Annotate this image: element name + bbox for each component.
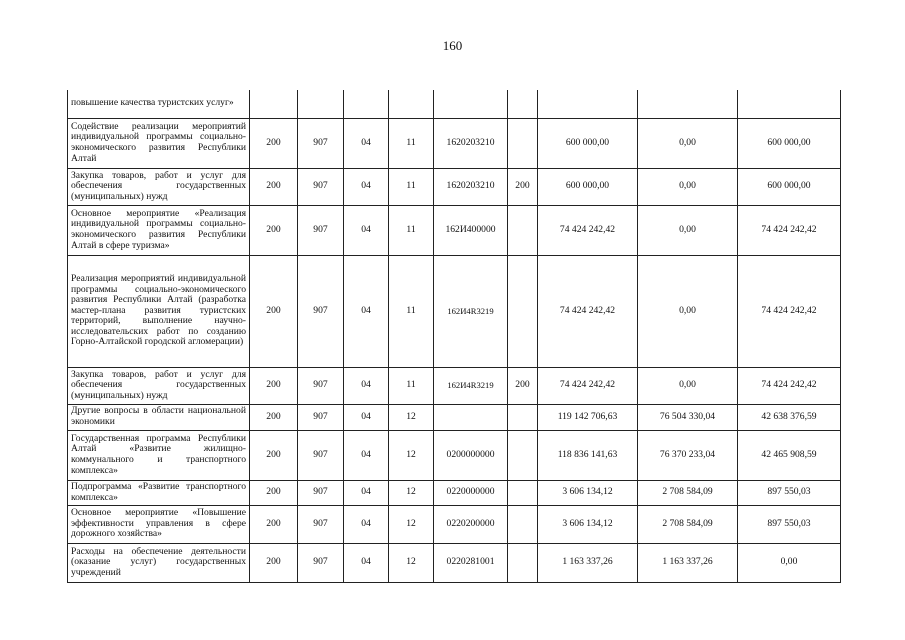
code-subsection-cell: 11 — [389, 168, 434, 205]
amount-republic-cell: 0,00 — [738, 543, 841, 582]
code-section-cell: 04 — [344, 255, 389, 367]
amount-federal-cell: 0,00 — [638, 168, 738, 205]
amount-federal-cell: 0,00 — [638, 205, 738, 255]
code-target-cell: 162И4R3219 — [434, 367, 508, 404]
row-name-cell: Реализация мероприятий индивидуальной программы социально-экономического развития Республики Алтай (разработка мастер-плана развития туристских территорий, выполнение научно-исследовательских работ по созданию Горно-Алтайской городской агломерации) — [68, 255, 250, 367]
amount-total-cell: 600 000,00 — [538, 118, 638, 168]
code-target-cell: 0220000000 — [434, 480, 508, 505]
amount-total-cell: 74 424 242,42 — [538, 367, 638, 404]
amount-total-cell: 74 424 242,42 — [538, 255, 638, 367]
row-name-cell: Основное мероприятие «Повышение эффективности управления в сфере дорожного хозяйства» — [68, 505, 250, 543]
page-number: 160 — [442, 38, 463, 53]
code-admin-cell: 200 — [250, 367, 298, 404]
code-admin-cell: 200 — [250, 255, 298, 367]
code-ministry-cell: 907 — [298, 505, 344, 543]
amount-total-cell: 3 606 134,12 — [538, 505, 638, 543]
row-name-cell: повышение качества туристских услуг» — [68, 90, 250, 118]
code-target-cell — [434, 404, 508, 430]
amount-total-cell — [538, 90, 638, 118]
row-name-cell: Закупка товаров, работ и услуг для обеспечения государственных (муниципальных) нужд — [68, 367, 250, 404]
amount-republic-cell: 600 000,00 — [738, 168, 841, 205]
budget-table — [67, 90, 841, 583]
table-row — [68, 404, 841, 430]
amount-federal-cell: 0,00 — [638, 118, 738, 168]
row-name-cell: Основное мероприятие «Реализация индивидуальной программы социально-экономического развития Республики Алтай в сфере туризма» — [68, 205, 250, 255]
amount-federal-cell: 0,00 — [638, 367, 738, 404]
code-target-cell: 0200000000 — [434, 430, 508, 480]
code-target-cell: 1620203210 — [434, 118, 508, 168]
code-ministry-cell: 907 — [298, 480, 344, 505]
amount-republic-cell: 897 550,03 — [738, 505, 841, 543]
code-ministry-cell: 907 — [298, 168, 344, 205]
amount-federal-cell — [638, 90, 738, 118]
amount-total-cell: 1 163 337,26 — [538, 543, 638, 582]
code-section-cell: 04 — [344, 367, 389, 404]
code-subsection-cell: 12 — [389, 404, 434, 430]
code-target-cell: 162И4R3219 — [434, 255, 508, 367]
code-section-cell: 04 — [344, 505, 389, 543]
table-row — [68, 118, 841, 168]
row-name-cell: Закупка товаров, работ и услуг для обеспечения государственных (муниципальных) нужд — [68, 168, 250, 205]
code-admin-cell: 200 — [250, 505, 298, 543]
code-type-cell — [508, 205, 538, 255]
code-type-cell — [508, 430, 538, 480]
code-admin-cell: 200 — [250, 404, 298, 430]
code-type-cell — [508, 90, 538, 118]
code-admin-cell: 200 — [250, 430, 298, 480]
code-type-cell — [508, 543, 538, 582]
code-ministry-cell: 907 — [298, 118, 344, 168]
table-row — [68, 90, 841, 118]
code-ministry-cell: 907 — [298, 404, 344, 430]
code-subsection-cell — [389, 90, 434, 118]
code-section-cell: 04 — [344, 543, 389, 582]
code-admin-cell: 200 — [250, 543, 298, 582]
code-subsection-cell: 12 — [389, 543, 434, 582]
amount-republic-cell: 600 000,00 — [738, 118, 841, 168]
amount-republic-cell: 74 424 242,42 — [738, 255, 841, 367]
amount-total-cell: 3 606 134,12 — [538, 480, 638, 505]
code-admin-cell: 200 — [250, 205, 298, 255]
row-name-cell: Государственная программа Республики Алтай «Развитие жилищно-коммунального и транспортного комплекса» — [68, 430, 250, 480]
code-type-cell: 200 — [508, 168, 538, 205]
row-name-cell: Содействие реализации мероприятий индивидуальной программы социально-экономического развития Республики Алтай — [68, 118, 250, 168]
code-target-cell — [434, 90, 508, 118]
table-row — [68, 205, 841, 255]
table-row — [68, 543, 841, 582]
amount-republic-cell: 74 424 242,42 — [738, 205, 841, 255]
code-ministry-cell — [298, 90, 344, 118]
code-type-cell — [508, 480, 538, 505]
code-ministry-cell: 907 — [298, 367, 344, 404]
row-name-cell: Другие вопросы в области национальной экономики — [68, 404, 250, 430]
amount-republic-cell: 897 550,03 — [738, 480, 841, 505]
code-target-cell: 162И400000 — [434, 205, 508, 255]
amount-total-cell: 600 000,00 — [538, 168, 638, 205]
row-name-cell: Подпрограмма «Развитие транспортного комплекса» — [68, 480, 250, 505]
table-row — [68, 168, 841, 205]
code-admin-cell: 200 — [250, 118, 298, 168]
code-type-cell: 200 — [508, 367, 538, 404]
code-section-cell: 04 — [344, 480, 389, 505]
amount-republic-cell — [738, 90, 841, 118]
code-ministry-cell: 907 — [298, 205, 344, 255]
code-subsection-cell: 12 — [389, 480, 434, 505]
code-type-cell — [508, 255, 538, 367]
code-section-cell: 04 — [344, 118, 389, 168]
code-subsection-cell: 12 — [389, 505, 434, 543]
code-admin-cell — [250, 90, 298, 118]
code-section-cell: 04 — [344, 168, 389, 205]
code-target-cell: 0220281001 — [434, 543, 508, 582]
table-row — [68, 255, 841, 367]
table-row — [68, 505, 841, 543]
code-section-cell: 04 — [344, 404, 389, 430]
code-ministry-cell: 907 — [298, 430, 344, 480]
code-section-cell — [344, 90, 389, 118]
amount-republic-cell: 42 465 908,59 — [738, 430, 841, 480]
amount-federal-cell: 76 370 233,04 — [638, 430, 738, 480]
amount-total-cell: 118 836 141,63 — [538, 430, 638, 480]
table-row — [68, 367, 841, 404]
amount-total-cell: 74 424 242,42 — [538, 205, 638, 255]
amount-republic-cell: 42 638 376,59 — [738, 404, 841, 430]
code-target-cell: 1620203210 — [434, 168, 508, 205]
amount-federal-cell: 2 708 584,09 — [638, 505, 738, 543]
code-subsection-cell: 12 — [389, 430, 434, 480]
amount-federal-cell: 1 163 337,26 — [638, 543, 738, 582]
code-target-cell: 0220200000 — [434, 505, 508, 543]
amount-federal-cell: 2 708 584,09 — [638, 480, 738, 505]
code-type-cell — [508, 404, 538, 430]
table-row — [68, 430, 841, 480]
amount-total-cell: 119 142 706,63 — [538, 404, 638, 430]
code-admin-cell: 200 — [250, 168, 298, 205]
code-type-cell — [508, 118, 538, 168]
code-subsection-cell: 11 — [389, 118, 434, 168]
code-subsection-cell: 11 — [389, 205, 434, 255]
code-subsection-cell: 11 — [389, 367, 434, 404]
code-type-cell — [508, 505, 538, 543]
row-name-cell: Расходы на обеспечение деятельности (оказание услуг) государственных учреждений — [68, 543, 250, 582]
code-section-cell: 04 — [344, 205, 389, 255]
code-section-cell: 04 — [344, 430, 389, 480]
amount-republic-cell: 74 424 242,42 — [738, 367, 841, 404]
amount-federal-cell: 0,00 — [638, 255, 738, 367]
amount-federal-cell: 76 504 330,04 — [638, 404, 738, 430]
code-admin-cell: 200 — [250, 480, 298, 505]
code-subsection-cell: 11 — [389, 255, 434, 367]
table-row — [68, 480, 841, 505]
code-ministry-cell: 907 — [298, 543, 344, 582]
code-ministry-cell: 907 — [298, 255, 344, 367]
